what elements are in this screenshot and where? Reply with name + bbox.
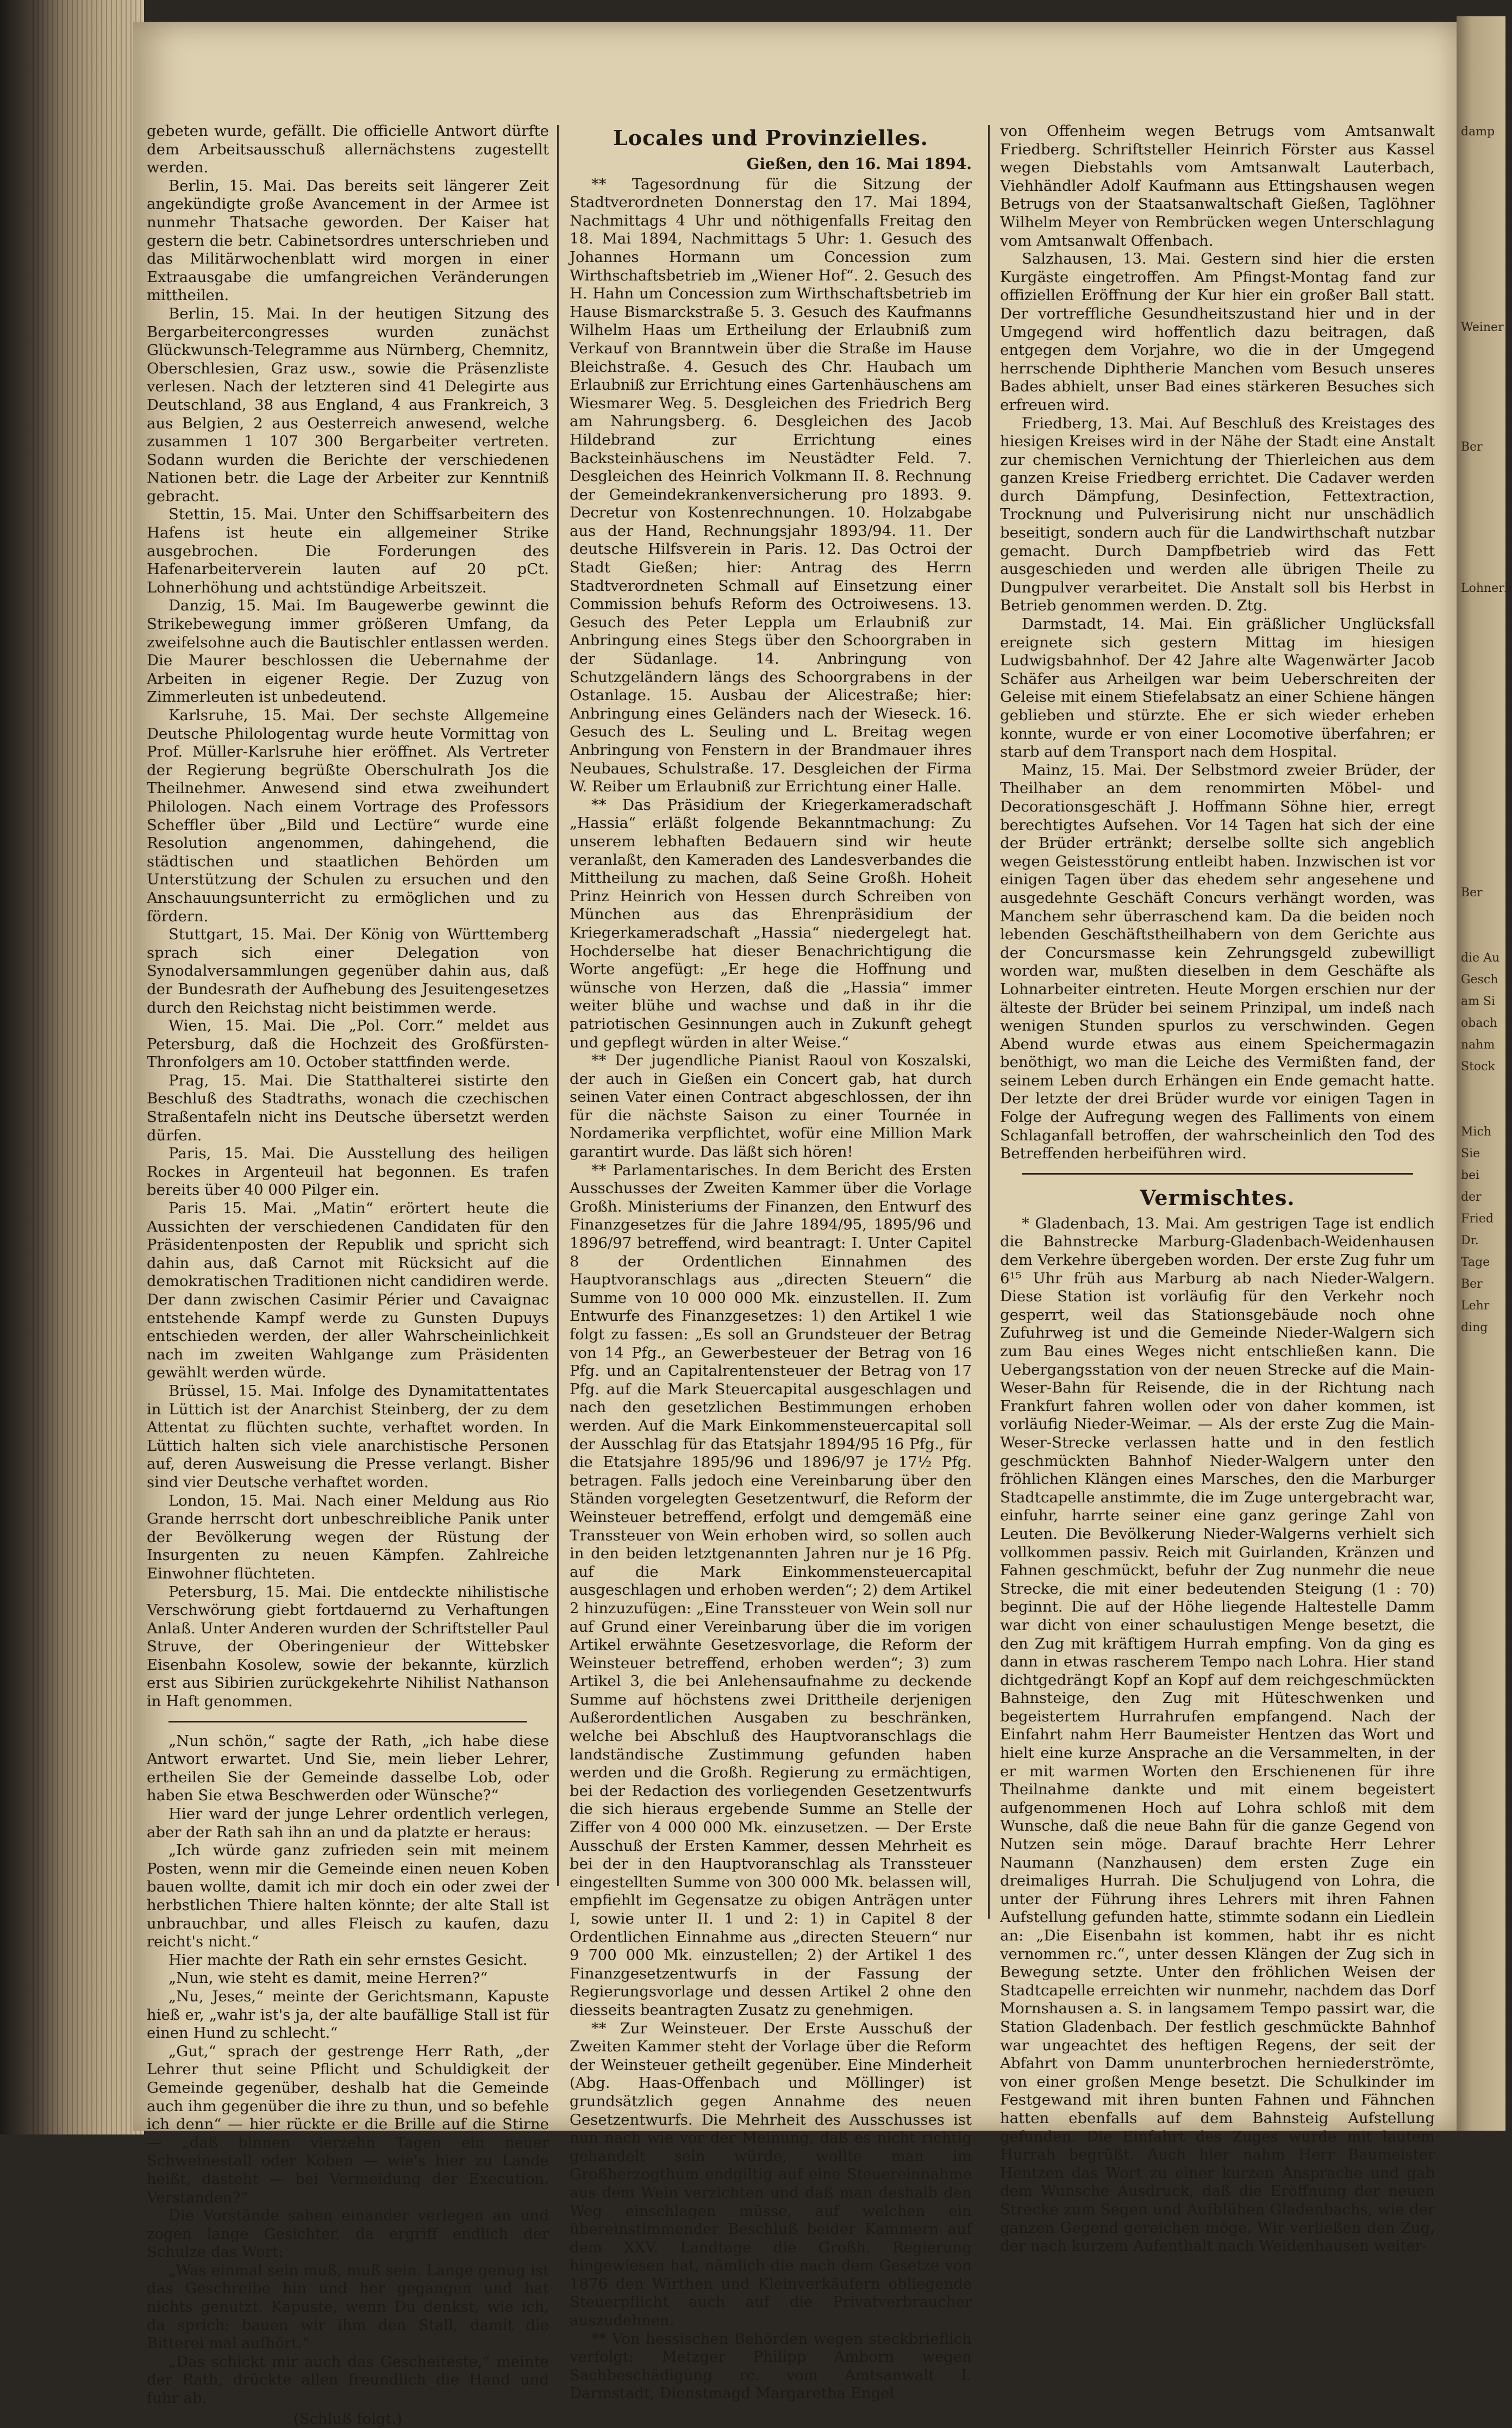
column-1 [147,122,549,2427]
article-paragraph: Mainz, 15. Mai. Der Selbstmord zweier Brüder, der Theilhaber an dem renommirten Möbel- und Decorationsgeschäft J. Hoffmann Söhne hier, erregt berechtigtes Aufsehen. Vor 14 Tagen hat sich der eine der Brüder ertränkt; derselbe sollte sich angeblich wegen Geistesstörung entleibt haben. Inzwischen ist vor einigen Tagen über das ehedem sehr angesehene und ausgedehnte Geschäft Concurs verhängt worden, was Manchem sehr überraschend kam. Da die beiden noch lebenden Geschäftstheilhabern von dem Gerichte aus der Concursmasse kein Zehrungsgeld zubewilligt worden war, mußten dieselben in dem Geschäfte als Lohnarbeiter eintreten. Heute Morgen erschien nur der älteste der Brüder bei seinem Prinzipal, um indeß nach wenigen Stunden spurlos zu verschwinden. Gegen Abend wurde etwas aus einem Speichermagazin benöthigt, wo man die Leiche des Vermißten fand, der seinem Leben durch Erhängen ein Ende gemacht hatte. Der letzte der drei Brüder wurde vor einigen Tagen in Folge der Aufregung wegen des Falliments von einem Schlaganfall betroffen, der wahrscheinlich den Tod des Betreffenden herbeiführen wird. [1000,761,1435,1163]
article-paragraph: ** Tagesordnung für die Sitzung der Stadtverordneten Donnerstag den 17. Mai 1894, Nachmittags 4 Uhr und nöthigenfalls Freitag den 18. Mai 1894, Nachmittags 5 Uhr: 1. Gesuch des Johannes Hormann um Concession zum Wirthschaftsbetrieb im „Wiener Hof“. 2. Gesuch des H. Hahn um Concession zum Wirthschaftsbetrieb im Hause Bismarckstraße 5. 3. Gesuch des Kaufmanns Wilhelm Haas um Ertheilung der Erlaubniß zum Verkauf von Branntwein über die Straße im Hause Bleichstraße. 4. Gesuch des Chr. Haubach um Erlaubniß zur Errichtung eines Gartenhäuschens am Wiesmarer Weg. 5. Desgleichen des Friedrich Berg am Nahrungsberg. 6. Desgleichen des Jacob Hildebrand zur Errichtung eines Backsteinhäuschens im Neustädter Feld. 7. Desgleichen des Heinrich Volkmann II. 8. Rechnung der Gemeindekrankenversicherung pro 1893. 9. Decretur von Kostenrechnungen. 10. Holzabgabe aus der Hand, Rechnungsjahr 1893/94. 11. Der deutsche Hilfsverein in Paris. 12. Das Octroi der Stadt Gießen; hier: Antrag des Herrn Stadtverordneten Schmall auf Einsetzung einer Commission behufs Reform des Octroiwesens. 13. Gesuch des Peter Leppla um Erlaubniß zur Anbringung eines Stegs über den Schoorgraben in der Südanlage. 14. Anbringung von Schutzgeländern längs des Schoorgrabens in der Ostanlage. 15. Ausbau der Alicestraße; hier: Anbringung eines Geländers nach der Wieseck. 16. Gesuch des L. Seuling und L. Breitag wegen Anbringung von Fenstern in der Brandmauer ihres Neubaues, Schulstraße. 17. Desgleichen der Firma W. Reiber um Erlaubniß zur Errichtung einer Halle. [570,175,972,796]
adjacent-page-edge [1457,16,1512,2131]
story-paragraph: „Nu, Jeses,“ meinte der Gerichtsmann, Kapuste hieß er, „wahr ist's ja, der alte baufällige Stall ist für einen Hund zu schlecht.“ [147,1987,549,2042]
story-paragraph: „Was einmal sein muß, muß sein. Lange genug ist das Geschreibe hin und her gegangen und hat nichts genutzt. Kapuste, wenn Du denkst, wie ich, da sprich: bauen wir ihm den Stall, damit die Bitterei mal aufhört.“ [147,2261,549,2352]
story-paragraph: Die Vorstände sahen einander verlegen an und zogen lange Gesichter, da ergriff endlich der Schulze das Wort: [147,2207,549,2261]
article-paragraph: * Gladenbach, 13. Mai. Am gestrigen Tage ist endlich die Bahnstrecke Marburg-Gladenbach-Weidenhausen dem Verkehre übergeben worden. Der erste Zug fuhr um 6¹⁵ Uhr früh aus Marburg ab nach Nieder-Walgern. Diese Station ist vorläufig für den Verkehr noch gesperrt, weil das Stationsgebäude noch ohne Zufuhrweg ist und die Gemeinde Nieder-Walgern sich zum Bau eines Weges nicht entschließen kann. Die Uebergangsstation von der neuen Strecke auf die Main-Weser-Bahn für Reisende, die in der Richtung nach Frankfurt fahren wollen oder von daher kommen, ist vorläufig Nieder-Weimar. — Als der erste Zug die Main-Weser-Strecke verlassen hatte und in den festlich geschmückten Bahnhof Nieder-Walgern unter den fröhlichen Klängen eines Marsches, den die Marburger Stadtcapelle anstimmte, die im Zuge untergebracht war, einfuhr, harrte seiner eine ganz geringe Zahl von Leuten. Die Bevölkerung Nieder-Walgerns verhielt sich vollkommen passiv. Reich mit Guirlanden, Kränzen und Fahnen geschmückt, befuhr der Zug nunmehr die neue Strecke, die mit einer bedeutenden Steigung (1 : 70) beginnt. Die auf der Höhe liegende Haltestelle Damm war dicht von einer schaulustigen Menge besetzt, die den Zug mit kräftigem Hurrah empfing. Von da ging es dann in etwas rascherem Tempo nach Lohra. Hier stand dichtgedrängt Kopf an Kopf auf dem reichgeschmückten Bahnsteige, den Zug mit Hüteschwenken und begeistertem Hurrahrufen empfangend. Nach der Einfahrt nahm Herr Baumeister Hentzen das Wort und hielt eine kurze Ansprache an die Versammelten, in der er mit warmen Worten den Erschienenen für ihre Theilnahme dankte und mit einem begeistert aufgenommenen Hoch auf Lohra schloß mit dem Wunsche, daß die neue Bahn für die ganze Gegend von Nutzen sein möge. Darauf brachte Herr Lehrer Naumann (Nanzhausen) dem ersten Zuge ein dreimaliges Hurrah. Die Schuljugend von Lohra, die unter der Führung ihres Lehrers mit ihren Fahnen Aufstellung gefunden hatte, stimmte sodann ein Liedlein an: „Die Eisenbahn ist kommen, habt ihr es nicht vernommen rc.“, unter dessen Klängen der Zug sich in Bewegung setzte. Unter den fröhlichen Weisen der Stadtcapelle erreichten wir nunmehr, nachdem das Dorf Mornshausen a. S. in langsamem Tempo passirt war, die Station Gladenbach. Der festlich geschmückte Bahnhof war ungeachtet des heftigen Regens, der seit der Abfahrt von Damm ununterbrochen herniederströmte, von einer großen Menge besetzt. Die Schulkinder im Festgewand mit ihren bunten Fahnen und Fähnchen hatten ebenfalls auf dem Bahnsteig Aufstellung gefunden. Die Einfahrt des Zuges wurde mit lautem Hurrah begrüßt. Auch hier nahm Herr Baumeister Hentzen das Wort zu einer kurzen Ansprache und gab dem Wunsche Ausdruck, daß die Eröffnung der neuen Strecke zum Segen und Aufblühen Gladenbachs, wie der ganzen Gegend gereichen möge. Wir verließen den Zug, der nach kurzem Aufenthalt nach Weidenhausen weiter- [1000,1214,1435,2255]
article-paragraph: Stettin, 15. Mai. Unter den Schiffsarbeitern des Hafens ist heute ein allgemeiner Strike ausgebrochen. Die Forderungen des Hafenarbeiterverein lauten auf 20 pCt. Lohnerhöhung und achtstündige Arbeitszeit. [147,505,549,596]
story-paragraph: „Das schickt mir auch das Gescheiteste,“ meinte der Rath, drückte allen freundlich die Hand und fuhr ab. [147,2352,549,2407]
story-paragraph: Hier ward der junge Lehrer ordentlich verlegen, aber der Rath sah ihn an und da platzte er heraus: [147,1805,549,1841]
article-paragraph: ** Das Präsidium der Kriegerkameradschaft „Hassia“ erläßt folgende Bekanntmachung: Zu unserem lebhaften Bedauern sind wir heute veranlaßt, den Kameraden des Landesverbandes die Mittheilung zu machen, daß Seine Großh. Hoheit Prinz Heinrich von Hessen durch Schreiben von München aus das Ehrenpräsidium der Kriegerkameradschaft „Hassia“ niedergelegt hat. Hochderselbe hat dieser Benachrichtigung die Worte angefügt: „Er hege die Hoffnung und wünsche von Herzen, daß die „Hassia“ immer weiter blühe und wachse und daß in ihr die patriotischen Gesinnungen auch in Zukunft gehegt und gepflegt würden in alter Weise.“ [570,796,972,1051]
article-paragraph: ** Parlamentarisches. In dem Bericht des Ersten Ausschusses der Zweiten Kammer über die Vorlage Großh. Ministeriums der Finanzen, den Entwurf des Finanzgesetzes für die Jahre 1894/95, 1895/96 und 1896/97 betreffend, wird beantragt: I. Unter Capitel 8 der Ordentlichen Einnahmen des Hauptvoranschlags aus „directen Steuern“ die Summe von 10 000 000 Mk. einzustellen. II. Zum Entwurfe des Finanzgesetzes: 1) den Artikel 1 wie folgt zu fassen: „Es soll an Grundsteuer der Betrag von 14 Pfg., an Gewerbesteuer der Betrag von 16 Pfg. und an Capitalrentensteuer der Betrag von 17 Pfg. auf die Mark Steuercapital ausgeschlagen und nach den gesetzlichen Bestimmungen erhoben werden. Auf die Mark Einkommensteuercapital soll der Ausschlag für das Etatsjahr 1894/95 16 Pfg., für die Etatsjahre 1895/96 und 1896/97 je 17½ Pfg. betragen. Falls jedoch eine Vereinbarung über den Ständen vorgelegten Gesetzentwurf, die Reform der Weinsteuer betreffend, erfolgt und demgemäß eine Transsteuer von Wein erhoben wird, so sollen auch in den beiden letztgenannten Jahren nur je 16 Pfg. auf die Mark Einkommensteuercapital ausgeschlagen und erhoben werden“; 2) dem Artikel 2 hinzuzufügen: „Eine Transsteuer von Wein soll nur auf Grund einer Vereinbarung über die im vorigen Artikel erwähnte Gesetzesvorlage, die Reform der Weinsteuer betreffend, erhoben werden“; 3) zum Artikel 3, die bei Anlehensaufnahme zu deckende Summe auf höchstens zwei Drittheile derjenigen Außerordentlichen Ausgaben zu beschränken, welche bei Abschluß des Hauptvoranschlags die landständische Zustimmung gefunden haben werden und die Großh. Regierung zu ermächtigen, bei der Redaction des vorliegenden Gesetzentwurfs die sich hieraus ergebende Summe an Stelle der Ziffer von 4 000 000 Mk. einzusetzen. — Der Erste Ausschuß der Ersten Kammer, dessen Mehrheit es bei der in den Hauptvoranschlag als Transsteuer eingestellten Summe von 300 000 Mk. belassen will, empfiehlt im Gegensatze zu obigen Anträgen unter I, sowie unter II. 1 und 2: 1) in Capitel 8 der Ordentlichen Einnahme aus „directen Steuern“ nur 9 700 000 Mk. einzustellen; 2) der Artikel 1 des Finanzgesetzentwurfs in der Fassung der Regierungsvorlage und dessen Artikel 2 ohne den diesseits beantragten Zusatz zu genehmigen. [570,1161,972,2019]
article-paragraph: Brüssel, 15. Mai. Infolge des Dynamitattentates in Lüttich ist der Anarchist Steinberg, der zu dem Attentat zu flüchten suchte, verhaftet worden. In Lüttich halten sich viele anarchistische Personen auf, deren Ausweisung die Presse verlangt. Bisher sind vier Deutsche verhaftet worden. [147,1382,549,1491]
book-spine-edge [0,0,144,2134]
story-paragraph: Hier machte der Rath ein sehr ernstes Gesicht. [168,1951,528,1969]
margin-fragment: Lohnerh [1461,582,1512,595]
article-paragraph: Berlin, 15. Mai. Das bereits seit längerer Zeit angekündigte große Avancement in der Armee ist nunmehr Thatsache geworden. Der Kaiser hat gestern die betr. Cabinetsordres unterschrieben und das Militärwochenblatt wird morgen in einer Extraausgabe die umfangreichen Veränderungen mittheilen. [147,177,549,304]
story-paragraph: „Nun, wie steht es damit, meine Herren?“ [168,1969,488,1987]
margin-fragment: Stock [1461,1060,1495,1073]
article-paragraph: Paris, 15. Mai. Die Ausstellung des heiligen Rockes in Argenteuil hat begonnen. Es trafen bereits über 40 000 Pilger ein. [147,1145,549,1199]
article-paragraph: gebeten wurde, gefällt. Die officielle Antwort dürfte dem Arbeitsausschuß allernächstens zugestellt werden. [147,122,549,177]
margin-fragment: bei [1461,1169,1480,1182]
margin-fragment: Sie [1461,1147,1480,1160]
margin-fragment: am Si [1461,995,1496,1008]
article-paragraph: Darmstadt, 14. Mai. Ein gräßlicher Unglücksfall ereignete sich gestern Mittag im hiesigen Ludwigsbahnhof. Der 42 Jahre alte Wagenwärter Jacob Schäfer aus Arheilgen war beim Ueberschreiten der Geleise mit einem Stiefelabsatz an einer Schiene hängen geblieben und stürzte. Ehe er sich wieder erheben konnte, wurde er von einer Locomotive überfahren; er starb auf dem Transport nach dem Hospital. [1000,615,1435,761]
margin-fragment: nahm [1461,1038,1495,1052]
story-paragraph: „Ich würde ganz zufrieden sein mit meinem Posten, wenn mir die Gemeinde einen neuen Koben bauen wollte, damit ich mir doch ein oder zwei der herbstlichen Thiere halten könnte; der alte Stall ist unbrauchbar, und alles Fleisch zu kaufen, dazu reicht's nicht.“ [147,1842,549,1951]
article-paragraph: Paris 15. Mai. „Matin“ erörtert heute die Aussichten der verschiedenen Candidaten für den Präsidentenposten der Republik und spricht sich dahin aus, daß Carnot mit Rücksicht auf die demokratischen Traditionen nicht candidiren werde. Der dann zwischen Casimir Périer und Cavaignac entstehende Kampf werde zu Gunsten Dupuys entschieden werden, der aller Wahrscheinlichkeit nach im zweiten Wahlgange zum Präsidenten gewählt werden würde. [147,1200,549,1382]
margin-fragment: Mich [1461,1125,1492,1139]
article-paragraph: Prag, 15. Mai. Die Statthalterei sistirte den Beschluß des Stadtraths, wonach die czechischen Straßentafeln nicht ins Deutsche übersetzt werden dürfen. [147,1071,549,1144]
article-paragraph: Wien, 15. Mai. Die „Pol. Corr.“ meldet aus Petersburg, daß die Hochzeit des Großfürsten-Thronfolgers am 10. October stattfinden werde. [147,1017,549,1071]
margin-fragment: der [1461,1190,1482,1204]
margin-fragment: Ber [1461,886,1483,900]
section-title-local: Locales und Provinzielles. [613,126,929,150]
margin-fragment: Fried [1461,1212,1494,1226]
margin-fragment: Tage [1461,1256,1490,1269]
article-paragraph: Danzig, 15. Mai. Im Baugewerbe gewinnt die Strikebewegung immer größeren Umfang, da zweifelsohne auch die Bautischler entlassen werden. Die Maurer beschlossen die Uebernahme der Arbeiten in eigener Regie. Der Zuzug von Zimmerleuten ist unbedeutend. [147,597,549,706]
margin-fragment: ding [1461,1321,1488,1334]
article-paragraph: ** Der jugendliche Pianist Raoul von Koszalski, der auch in Gießen ein Concert gab, hat durch seinen Vater einen Contract abgeschlossen, der ihn für die nächste Saison zu einer Tournée in Nordamerika verpflichtet, wofür eine Million Mark garantirt wurde. Das läßt sich hören! [570,1052,972,1161]
article-paragraph: ** Zur Weinsteuer. Der Erste Ausschuß der Zweiten Kammer steht der Vorlage über die Reform der Weinsteuer getheilt gegenüber. Eine Minderheit (Abg. Haas-Offenbach und Möllinger) ist grundsätzlich gegen Annahme des neuen Gesetzentwurfs. Die Mehrheit des Ausschusses ist nun nach wie vor der Meinung, daß es nicht richtig gehandelt sein würde, wollte man im Großherzogthum endgiltig auf eine Steuereinnahme aus dem Wein verzichten und daß man deshalb den Weg einschlagen müsse, auf welchen ein übereinstimmender Beschluß beider Kammern auf dem XXV. Landtage die Großh. Regierung hingewiesen hat, nämlich die nach dem Gesetze von 1876 den Wirthen und Kleinverkäufern obliegende Steuerpflicht auch auf die Privatverbraucher auszudehnen. [570,2019,972,2330]
margin-fragment: Weiner [1461,321,1504,334]
margin-fragment: Ber [1461,440,1483,454]
article-paragraph: Berlin, 15. Mai. In der heutigen Sitzung des Bergarbeitercongresses wurden zunächst Glückwunsch-Telegramme aus Nürnberg, Chemnitz, Oberschlesien, Graz usw., sowie die Präsenzliste verlesen. Nach der letzteren sind 41 Delegirte aus Deutschland, 38 aus England, 4 aus Frankreich, 3 aus Belgien, 2 aus Oesterreich anwesend, welche zusammen 1 107 300 Bergarbeiter vertreten. Sodann wurden die Berichte der verschiedenen Nationen betr. die Lage der Arbeiter zur Kenntniß gebracht. [147,304,549,505]
article-paragraph: Salzhausen, 13. Mai. Gestern sind hier die ersten Kurgäste eingetroffen. Am Pfingst-Montag fand zur offiziellen Eröffnung der Kur hier ein großer Ball statt. Der vortreffliche Gesundheitszustand hier und in der Umgegend wird hoffentlich dazu beitragen, daß entgegen dem Vorjahre, wo die in der Umgegend herrschende Diphtherie Manchen vom Besuch unseres Bades abhielt, unser Bad eines stärkeren Besuches sich erfreuen wird. [1000,250,1435,414]
column-divider [988,125,990,1919]
dateline: Gießen, den 16. Mai 1894. [746,155,972,173]
column-divider [557,125,559,1886]
margin-fragment: damp [1461,125,1495,139]
article-paragraph: von Offenheim wegen Betrugs vom Amtsanwalt Friedberg. Schriftsteller Heinrich Förster aus Kassel wegen Diebstahls vom Amtsanwalt Lauterbach, Viehhändler Adolf Kaufmann aus Ettingshausen wegen Betrugs von der Staatsanwaltschaft Gießen, Taglöhner Wilhelm Meyer von Rembrücken wegen Unterschlagung vom Amtsanwalt Offenbach. [1000,122,1435,249]
article-paragraph: Karlsruhe, 15. Mai. Der sechste Allgemeine Deutsche Philologentag wurde heute Vormittag von Prof. Müller-Karlsruhe hier eröffnet. Als Vertreter der Regierung begrüßte Oberschulrath Jos die Theilnehmer. Anwesend sind etwa zweihundert Philologen. Nach einem Vortrage des Professors Scheffler über „Bild und Lectüre“ wurde eine Resolution angenommen, dahingehend, die städtischen und staatlichen Behörden um Unterstützung der Schulen zu ersuchen und den Anschauungsunterricht zu ermöglichen und zu fördern. [147,707,549,925]
story-paragraph: „Nun schön,“ sagte der Rath, „ich habe diese Antwort erwartet. Und Sie, mein lieber Lehrer, ertheilen Sie der Gemeinde dasselbe Lob, oder haben Sie etwa Beschwerden oder Wünsche?“ [147,1732,549,1805]
margin-fragment: Dr. [1461,1234,1479,1247]
article-paragraph: London, 15. Mai. Nach einer Meldung aus Rio Grande herrscht dort unbeschreibliche Panik unter der Bevölkerung wegen der Rüstung der Insurgenten zu neuen Kämpfen. Zahlreiche Einwohner flüchteten. [147,1491,549,1582]
section-divider [168,1721,527,1722]
article-paragraph: Friedberg, 13. Mai. Auf Beschluß des Kreistages des hiesigen Kreises wird in der Nähe der Stadt eine Anstalt zur chemischen Vernichtung der Thierleichen aus dem ganzen Kreise Friedberg errichtet. Die Cadaver werden durch Dämpfung, Desinfection, Fettextraction, Trocknung und Pulverisirung nicht nur unschädlich beseitigt, sondern auch für die Landwirthschaft nutzbar gemacht. Durch Dampfbetrieb wird das Fett ausgeschieden und werden alle übrigen Theile zu Dungpulver verarbeitet. Die Anstalt soll bis Herbst in Betrieb genommen werden. D. Ztg. [1000,414,1435,615]
margin-fragment: Lehr [1461,1299,1490,1313]
section-title-misc: Vermischtes. [1140,1185,1295,1210]
margin-fragment: Ber [1461,1277,1483,1291]
story-paragraph: „Gut,“ sprach der gestrenge Herr Rath, „der Lehrer thut seine Pflicht und Schuldigkeit der Gemeinde gegenüber, deshalb hat die Gemeinde auch ihm gegenüber die ihre zu thun, und so befehle ich denn“ — hier rückte er die Brille auf die Stirne — „daß binnen vierzehn Tagen ein neuer Schweinestall oder Koben — wie's hier zu Lande heißt, dasteht — bei Vermeidung der Execution. Verstanden?“ [147,2042,549,2206]
section-divider [1022,1173,1413,1175]
story-signoff: (Schluß folgt.) [293,2410,402,2427]
article-paragraph: ** Von hessischen Behörden wegen steckbrieflich verfolgt: Metzger Philipp Amborn wegen Sachbeschädigung rc. vom Amtsanwalt I. Darmstadt, Dienstmagd Margaretha Engel [570,2330,972,2402]
margin-fragment: Gesch [1461,973,1498,987]
margin-fragment: obach [1461,1016,1497,1030]
article-paragraph: Stuttgart, 15. Mai. Der König von Württemberg sprach sich einer Delegation von Synodalversammlungen gegenüber dahin aus, daß der Bundesrath der Aufhebung des Jesuitengesetzes durch den Reichstag nicht beistimmen werde. [147,926,549,1016]
column-2 [570,122,972,2402]
column-3 [1000,122,1435,2255]
article-paragraph: Petersburg, 15. Mai. Die entdeckte nihilistische Verschwörung giebt fortdauernd zu Verhaftungen Anlaß. Unter Anderen wurden der Schriftsteller Paul Struve, der Oberingenieur der Wittebsker Eisenbahn Kosolew, sowie der bekannte, kürzlich erst aus Sibirien zurückgekehrte Nihilist Nathanson in Haft genommen. [147,1583,549,1711]
margin-fragment: die Au [1461,951,1500,965]
